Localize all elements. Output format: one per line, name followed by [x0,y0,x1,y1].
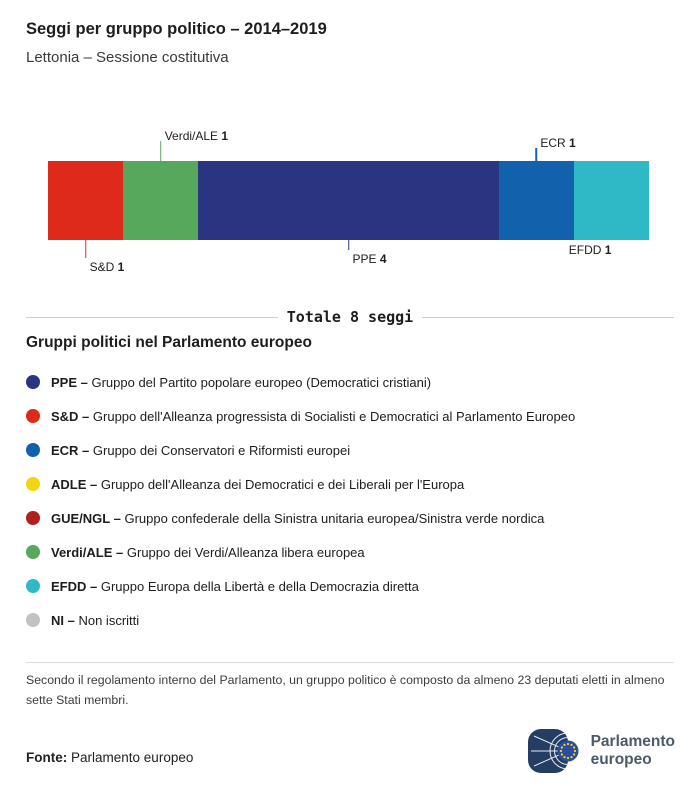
logo-text [591,733,675,769]
seats-stacked-bar-chart [48,129,649,274]
legend-item-label: S&D – Gruppo dell'Alleanza progressista di Socialisti e Democratici al Parlamento Europeo [51,408,576,424]
gue-ngl-color-dot-icon [26,511,40,525]
adle-color-dot-icon [26,477,40,491]
footnote: Secondo il regolamento interno del Parlamento, un gruppo politico è composto da almeno 23 deputati eletti in almeno sette Stati membri. [26,673,665,707]
legend-item-ecr [26,433,674,467]
eu-flag-hemicycle-icon [528,729,579,773]
footer-divider [26,662,674,663]
eu-parliament-logo [528,729,675,773]
legend-item-label: ADLE – Gruppo dell'Alleanza dei Democratici e dei Liberali per l'Europa [51,476,465,492]
legend-list [26,365,674,637]
legend-item-ni [26,603,674,637]
left-rule-line [26,317,278,318]
source-value: Parlamento europeo [71,750,194,765]
legend-item-label: NI – Non iscritti [51,612,140,628]
right-rule-line [422,317,674,318]
bar-callout-tick-ecr [536,148,538,161]
chart-labels [48,129,649,274]
page-subtitle: Lettonia – Sessione costitutiva [26,49,229,66]
ecr-color-dot-icon [26,443,40,457]
bar-label-ecr: ECR 1 [540,136,576,150]
legend-item-verdi-ale [26,535,674,569]
total-seats-row [26,308,674,326]
legend-item-gue-ngl [26,501,674,535]
s-d-color-dot-icon [26,409,40,423]
legend-item-adle [26,467,674,501]
legend-heading: Gruppi politici nel Parlamento europeo [26,334,312,351]
bar-callout-tick-verdi-ale [160,141,162,161]
logo-text-line2: europeo [590,751,652,768]
legend-item-label: PPE – Gruppo del Partito popolare europeo (Democratici cristiani) [51,374,432,390]
page-title: Seggi per gruppo politico – 2014–2019 [26,20,327,38]
legend-item-label: GUE/NGL – Gruppo confederale della Sinistra unitaria europea/Sinistra verde nordica [51,510,545,526]
legend-item-s-d [26,399,674,433]
legend-item-label: Verdi/ALE – Gruppo dei Verdi/Alleanza libera europea [51,544,365,560]
bar-callout-tick-s-d [85,240,87,258]
ppe-color-dot-icon [26,375,40,389]
legend-item-label: EFDD – Gruppo Europa della Libertà e della Democrazia diretta [51,578,419,594]
efdd-color-dot-icon [26,579,40,593]
source-line [26,750,193,765]
ni-color-dot-icon [26,613,40,627]
legend-item-label: ECR – Gruppo dei Conservatori e Riformisti europei [51,442,351,458]
bar-label-s-d: S&D 1 [89,260,125,274]
source-label: Fonte: [26,750,68,765]
legend-item-efdd [26,569,674,603]
bar-label-ppe: PPE 4 [352,252,387,266]
bar-label-verdi-ale: Verdi/ALE 1 [164,129,229,143]
total-seats-label: Totale 8 seggi [286,308,414,326]
bar-label-efdd: EFDD 1 [568,243,612,257]
legend-item-ppe [26,365,674,399]
verdi-ale-color-dot-icon [26,545,40,559]
logo-text-line1: Parlamento [590,733,675,751]
bar-callout-tick-ppe [348,240,350,250]
